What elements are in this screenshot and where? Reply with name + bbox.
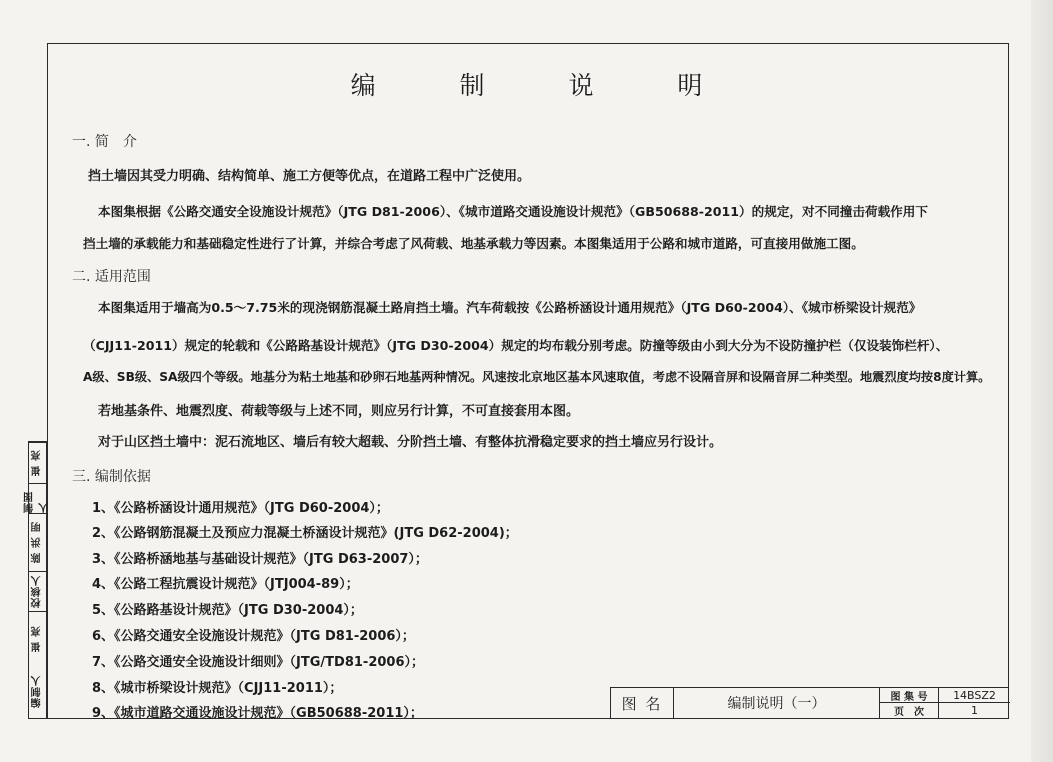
signature-cell: 编制人 xyxy=(32,675,43,708)
section-heading-basis: 三. 编制依据 xyxy=(72,469,151,485)
signature-cell: 制图人 xyxy=(29,483,46,513)
page-number-value: 1 xyxy=(971,704,978,717)
paragraph: 挡土墙的承载能力和基础稳定性进行了计算，并综合考虑了风荷载、地基承载力等因素。本图集适用于公路和城市道路，可直接用做施工图。 xyxy=(83,236,864,251)
page-edge xyxy=(1031,0,1053,762)
reference-item: 4、《公路工程抗震设计规范》（JTJ004-89）； xyxy=(92,577,359,592)
reference-item: 6、《公路交通安全设施设计规范》（JTG D81-2006）； xyxy=(92,629,415,644)
paragraph: （CJJ11-2011）规定的轮载和《公路路基设计规范》（JTG D30-2004）规定的均布载分别考虑。防撞等级由小到大分为不设防撞护栏（仅设装饰栏杆）、 xyxy=(83,338,949,353)
reference-item: 7、《公路交通安全设施设计细则》（JTG/TD81-2006）； xyxy=(92,655,424,670)
signature-cell: 陈 洪 明 xyxy=(29,513,46,571)
paragraph: 本图集根据《公路交通安全设施设计规范》（JTG D81-2006）、《城市道路交通设施设计规范》（GB50688-2011）的规定，对不同撞击荷载作用下 xyxy=(98,204,928,219)
signature-cell: 崔 亮 xyxy=(29,442,46,483)
page-title: 编 制 说 明 xyxy=(350,71,741,100)
signature-cell: 校核人 xyxy=(29,571,46,611)
paragraph: A级、SB级、SA级四个等级。地基分为粘土地基和砂卵石地基两种情况。风速按北京地区基本风速取值，考虑不设隔音屏和设隔音屏二种类型。地震烈度均按8度计算。 xyxy=(83,370,991,384)
reference-item: 2、《公路钢筋混凝土及预应力混凝土桥涵设计规范》(JTG D62-2004)； xyxy=(92,526,518,541)
section-heading-intro: 一. 简 介 xyxy=(72,134,137,150)
paragraph: 若地基条件、地震烈度、荷载等级与上述不同，则应另行计算，不可直接套用本图。 xyxy=(98,404,580,419)
reference-item: 1、《公路桥涵设计通用规范》（JTG D60-2004）； xyxy=(92,501,389,516)
title-block xyxy=(610,687,1009,719)
section-heading-scope: 二. 适用范围 xyxy=(72,269,151,285)
paragraph: 挡土墙因其受力明确、结构简单、施工方便等优点，在道路工程中广泛使用。 xyxy=(88,169,531,184)
atlas-number-value: 14BSZ2 xyxy=(939,688,1010,703)
signature-strip xyxy=(24,441,51,719)
reference-item: 8、《城市桥梁设计规范》（CJJ11-2011）； xyxy=(92,681,343,696)
reference-item: 9、《城市道路交通设施设计规范》（GB50688-2011）； xyxy=(92,706,423,721)
page-number-label: 页 次 xyxy=(880,703,939,718)
signature-cell: 崔 亮 xyxy=(29,611,46,665)
title-block-name-value: 编制说明（一） xyxy=(674,688,880,718)
reference-item: 5、《公路路基设计规范》（JTG D30-2004）； xyxy=(92,603,363,618)
paragraph: 对于山区挡土墙中：泥石流地区、墙后有较大超载、分阶挡土墙、有整体抗滑稳定要求的挡土墙应另行设计。 xyxy=(98,435,723,450)
paragraph: 本图集适用于墙高为0.5～7.75米的现浇钢筋混凝土路肩挡土墙。汽车荷载按《公路桥涵设计通用规范》（JTG D60-2004）、《城市桥梁设计规范》 xyxy=(98,300,922,315)
title-block-name-label: 图 名 xyxy=(611,688,674,718)
reference-item: 3、《公路桥涵地基与基础设计规范》（JTG D63-2007）； xyxy=(92,552,428,567)
atlas-number-label: 图 集 号 xyxy=(880,688,939,703)
